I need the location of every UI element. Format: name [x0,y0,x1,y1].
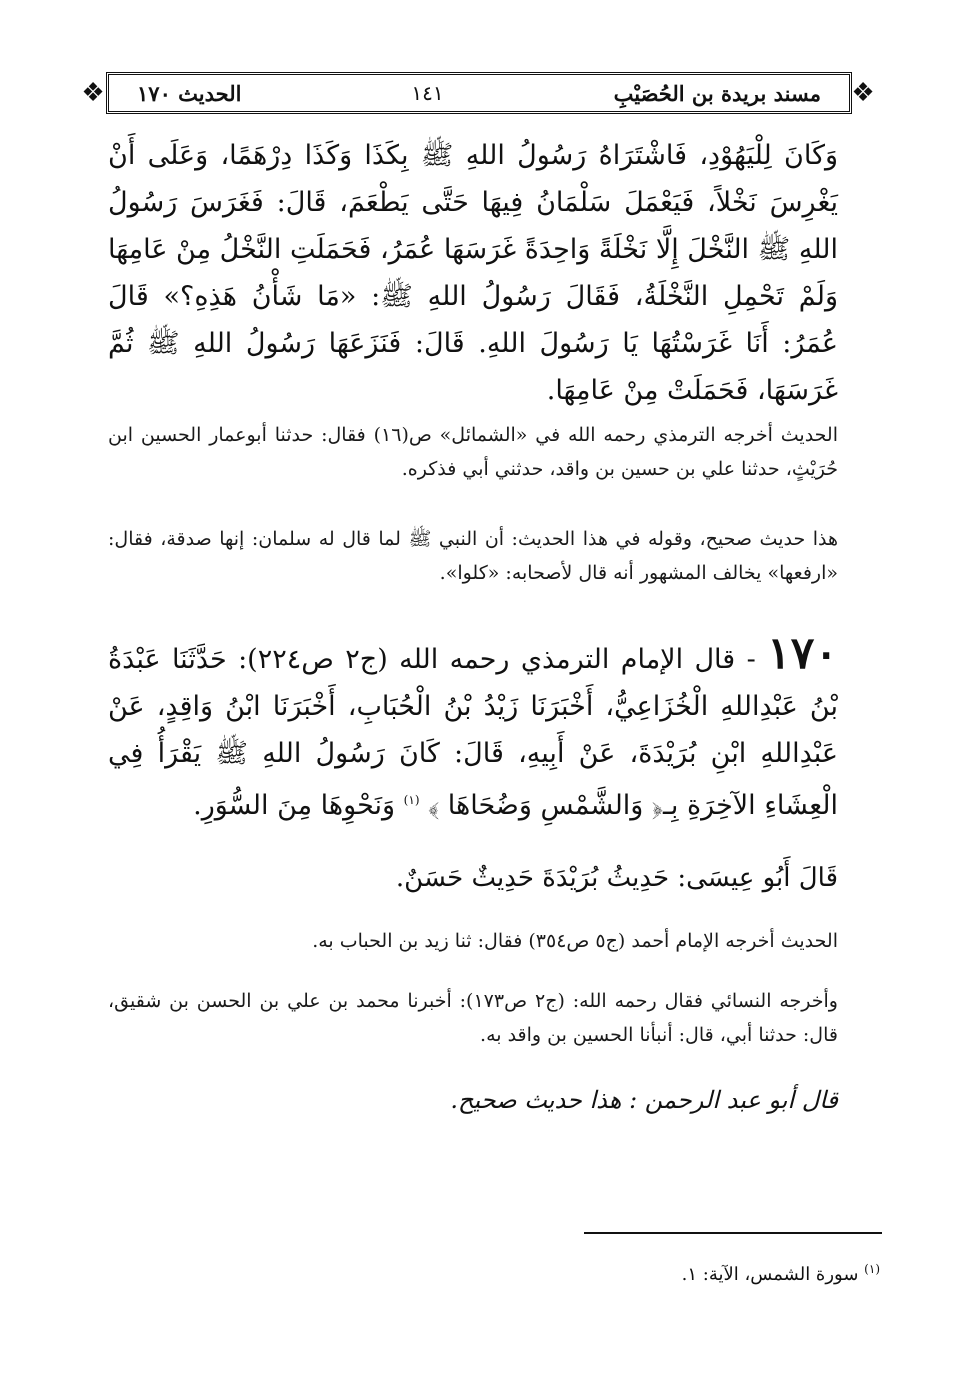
commentary-paragraph-2: هذا حديث صحيح، وقوله في هذا الحديث: أن النبي ﷺ لما قال له سلمان: إنها صدقة، فقال: «ارفعها» يخالف المشهور أنه قال لأصحابه: «كلوا». [108,528,838,584]
hadith-170 [108,630,838,829]
footnote-text: سورة الشمس، الآية: ١. [681,1264,859,1285]
page-header [106,72,852,114]
ornament-left-icon: ❖ [81,78,105,108]
hadith-number: ١٧٠ [767,628,838,679]
footnote-divider [584,1232,882,1234]
commentary-paragraph-1: الحديث أخرجه الترمذي رحمه الله في «الشمائل» ص(١٦) فقال: حدثنا أبوعمار الحسين ابن حُرَيْثٍ، حدثنا علي بن حسين بن واقد، حدثني أبي فذكره. [108,424,838,480]
footnote-marker: (١) [864,1262,880,1276]
header-title: مسند بريدة بن الحُصَيْبِ [613,80,821,106]
hadith-label: الحديث ١٧٠ [137,80,242,106]
hadith-170-text-end: وَنَحْوِهَا مِنَ السُّوَرِ. [193,790,396,821]
author-signature: قال أبو عبد الرحمن : هذا حديث صحيح. [450,1086,838,1114]
footnote [560,1256,880,1288]
footnote-reference: (١) [403,793,420,807]
hadith-text-top: وَكَانَ لِلْيَهُوْدِ، فَاشْتَرَاهُ رَسُولُ اللهِ ﷺ بِكَذَا وَكَذَا دِرْهَمًا، وَعَلَى أَنْ يَغْرِسَ نَخْلاً، فَيَعْمَلَ سَلْمَانُ فِيهَا حَتَّى يَطْعَمَ، قَالَ: فَغَرَسَ رَسُولُ اللهِ ﷺ النَّخْلَ إِلَّا نَخْلَةً وَاحِدَةً غَرَسَهَا عُمَرُ، فَحَمَلَتِ النَّخْلُ مِنْ عَامِهَا وَلَمْ تَحْمِلِ النَّخْلَةُ، فَقَالَ رَسُولُ اللهِ ﷺ: «مَا شَأْنُ هَذِهِ؟» قَالَ عُمَرُ: أَنَا غَرَسْتُهَا يَا رَسُولَ اللهِ. قَالَ: فَنَزَعَهَا رَسُولُ اللهِ ﷺ ثُمَّ غَرَسَهَا، فَحَمَلَتْ مِنْ عَامِهَا. [107,140,838,406]
page-number: ١٤١ [411,81,444,105]
commentary-paragraph-4: وأخرجه النسائي فقال رحمه الله: (ج٢ ص١٧٣): أخبرنا محمد بن علي بن الحسن بن شقيق، قال: حدثنا أبي، قال: أنبأنا الحسين بن واقد به. [108,990,838,1046]
ornament-right-icon: ❖ [851,78,875,108]
hadith-170-text: - قال الإمام الترمذي رحمه الله (ج٢ ص٢٢٤): حَدَّثَنَا عَبْدَةُ بْنُ عَبْدِاللهِ الْخُزَاعِيُّ، أَخْبَرَنَا زَيْدُ بْنُ الْحُبَابِ، أَخْبَرَنَا ابْنُ وَاقِدٍ، عَنْ عَبْدِاللهِ ابْنِ بُرَيْدَةَ، عَنْ أَبِيهِ، قَالَ: كَانَ رَسُولُ اللهِ ﷺ يَقْرَأُ فِي الْعِشَاءِ الآخِرَةِ بِـ﴿ وَالشَّمْسِ وَضُحَاهَا ﴾ [108,644,839,821]
commentary-paragraph-3: الحديث أخرجه الإمام أحمد (ج٥ ص٣٥٤) فقال: ثنا زيد بن الحباب به. [312,930,838,952]
abu-isa-verdict: قَالَ أَبُو عِيسَى: حَدِيثُ بُرَيْدَةَ حَدِيثٌ حَسَنٌ. [395,863,838,893]
